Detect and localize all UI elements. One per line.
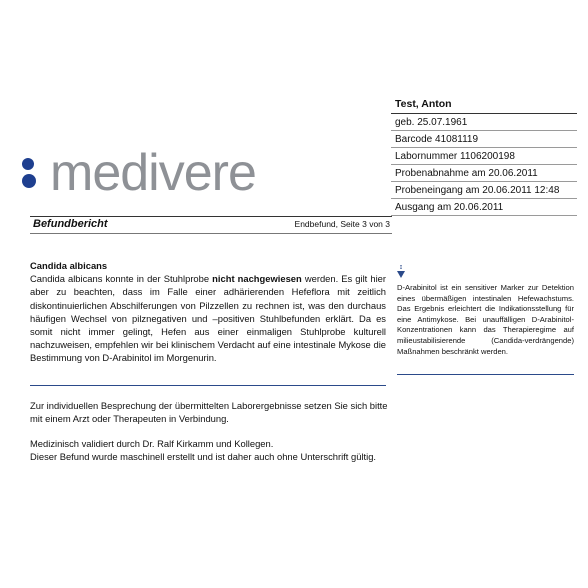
finding-heading: Candida albicans (30, 260, 108, 271)
page-info: Endbefund, Seite 3 von 3 (294, 219, 390, 229)
logo-wordmark: medivere (50, 144, 256, 202)
lab-number: Labornummer 1106200198 (391, 148, 577, 165)
marker-icon (397, 265, 405, 279)
contact-note: Zur individuellen Besprechung der übermittelten Laborergebnisse setzen Sie sich bitte mit einem Arzt oder Therapeuten in Verbindung. (30, 400, 388, 425)
sample-collection-date: Probenabnahme am 20.06.2011 (391, 165, 577, 182)
patient-info-block (391, 96, 577, 216)
output-date: Ausgang am 20.06.2011 (391, 199, 577, 216)
side-note: D-Arabinitol ist ein sensitiver Marker zur Detektion eines übermäßigen intestinalen Hefewachstums. Das Ergebnis erleichtert die Indikationsstellung für eine Antimykose. Bei unauffälligen D-Arabinitol-Konzentrationen kann das Therapieregime auf milieustabilisierende (Candida-verdrängende) Maßnahmen beschränkt werden. (397, 283, 574, 356)
report-header (30, 216, 392, 234)
patient-name: Test, Anton (391, 96, 577, 114)
finding-section (30, 259, 386, 365)
report-title: Befundbericht (33, 218, 108, 230)
result-emphasis: nicht nachgewiesen (212, 273, 302, 285)
sample-receipt-date: Probeneingang am 20.06.2011 12:48 (391, 182, 577, 199)
validation-line: Medizinisch validiert durch Dr. Ralf Kirkamm und Kollegen. (30, 438, 274, 449)
validation-note (30, 437, 390, 463)
signature-notice: Dieser Befund wurde maschinell erstellt und ist daher auch ohne Unterschrift gültig. (30, 451, 377, 463)
finding-body: Candida albicans konnte in der Stuhlprobe nicht nachgewiesen werden. Es gilt hier aber zu beachten, dass im Falle einer adhärierenden Hefeflora mit zeitlich diskontinuierlichen Abschilferungen von Pilzzellen zu rechnen ist, was den durchaus häufigen Wechsel von pilznegativen und –positiven Stuhlbefunden erklärt. Da es somit nicht immer gelingt, Hefen aus einer einmaligen Stuhlprobe kulturell nachzuweisen, empfehlen wir bei klinischem Verdacht auf eine intestinale Mykose die Bestimmung von D-Arabinitol im Morgenurin. (30, 273, 386, 364)
side-note-divider (397, 374, 574, 375)
medivere-dots-icon (18, 150, 46, 196)
birth-date: geb. 25.07.1961 (391, 114, 577, 131)
barcode: Barcode 41081119 (391, 131, 577, 148)
medivere-logo (18, 144, 256, 202)
section-divider (30, 385, 386, 386)
